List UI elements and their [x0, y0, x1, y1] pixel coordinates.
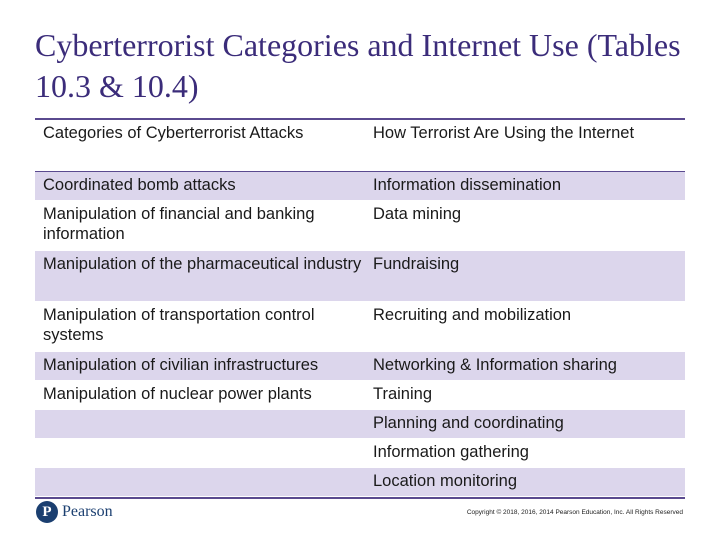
internet-use-cell: Recruiting and mobilization — [373, 306, 572, 324]
attack-category-cell: Manipulation of the pharmaceutical industry — [43, 255, 362, 273]
table-row — [35, 439, 685, 468]
table-row — [35, 381, 685, 410]
header-internet-use: How Terrorist Are Using the Internet — [373, 124, 635, 142]
attack-category-cell — [35, 468, 365, 496]
internet-use-cell: Information gathering — [373, 443, 529, 461]
internet-use-cell: Training — [373, 385, 432, 403]
attack-category-cell: Manipulation of civilian infrastructures — [43, 356, 319, 374]
attack-category-cell — [35, 410, 365, 438]
attack-category-cell — [35, 439, 365, 467]
table-row — [35, 410, 685, 439]
attack-category-cell: Coordinated bomb attacks — [43, 176, 236, 194]
pearson-logo — [36, 501, 113, 523]
internet-use-cell: Planning and coordinating — [373, 414, 564, 432]
internet-use-cell: Information dissemination — [373, 176, 562, 194]
internet-use-cell: Data mining — [373, 205, 462, 223]
table-row — [35, 251, 685, 302]
comparison-table — [35, 118, 685, 499]
copyright-notice: Copyright © 2018, 2016, 2014 Pearson Education, Inc. All Rights Reserved — [466, 509, 683, 516]
internet-use-cell: Fundraising — [373, 255, 460, 273]
slide-title: Cyberterrorist Categories and Internet Use (Tables 10.3 & 10.4) — [35, 27, 681, 104]
internet-use-cell: Location monitoring — [373, 472, 518, 490]
table-row — [35, 201, 685, 251]
table-row — [35, 172, 685, 201]
header-attack-categories: Categories of Cyberterrorist Attacks — [43, 124, 304, 142]
pearson-logo-text: Pearson — [62, 503, 113, 520]
attack-category-cell: Manipulation of transportation control systems — [43, 306, 315, 344]
attack-category-cell: Manipulation of financial and banking information — [43, 205, 315, 243]
table-row — [35, 302, 685, 352]
table-header-row — [35, 120, 685, 172]
internet-use-cell: Networking & Information sharing — [373, 356, 617, 374]
attack-category-cell: Manipulation of nuclear power plants — [43, 385, 312, 403]
table-row — [35, 468, 685, 497]
table-row — [35, 352, 685, 381]
pearson-logo-icon: P — [36, 501, 58, 523]
